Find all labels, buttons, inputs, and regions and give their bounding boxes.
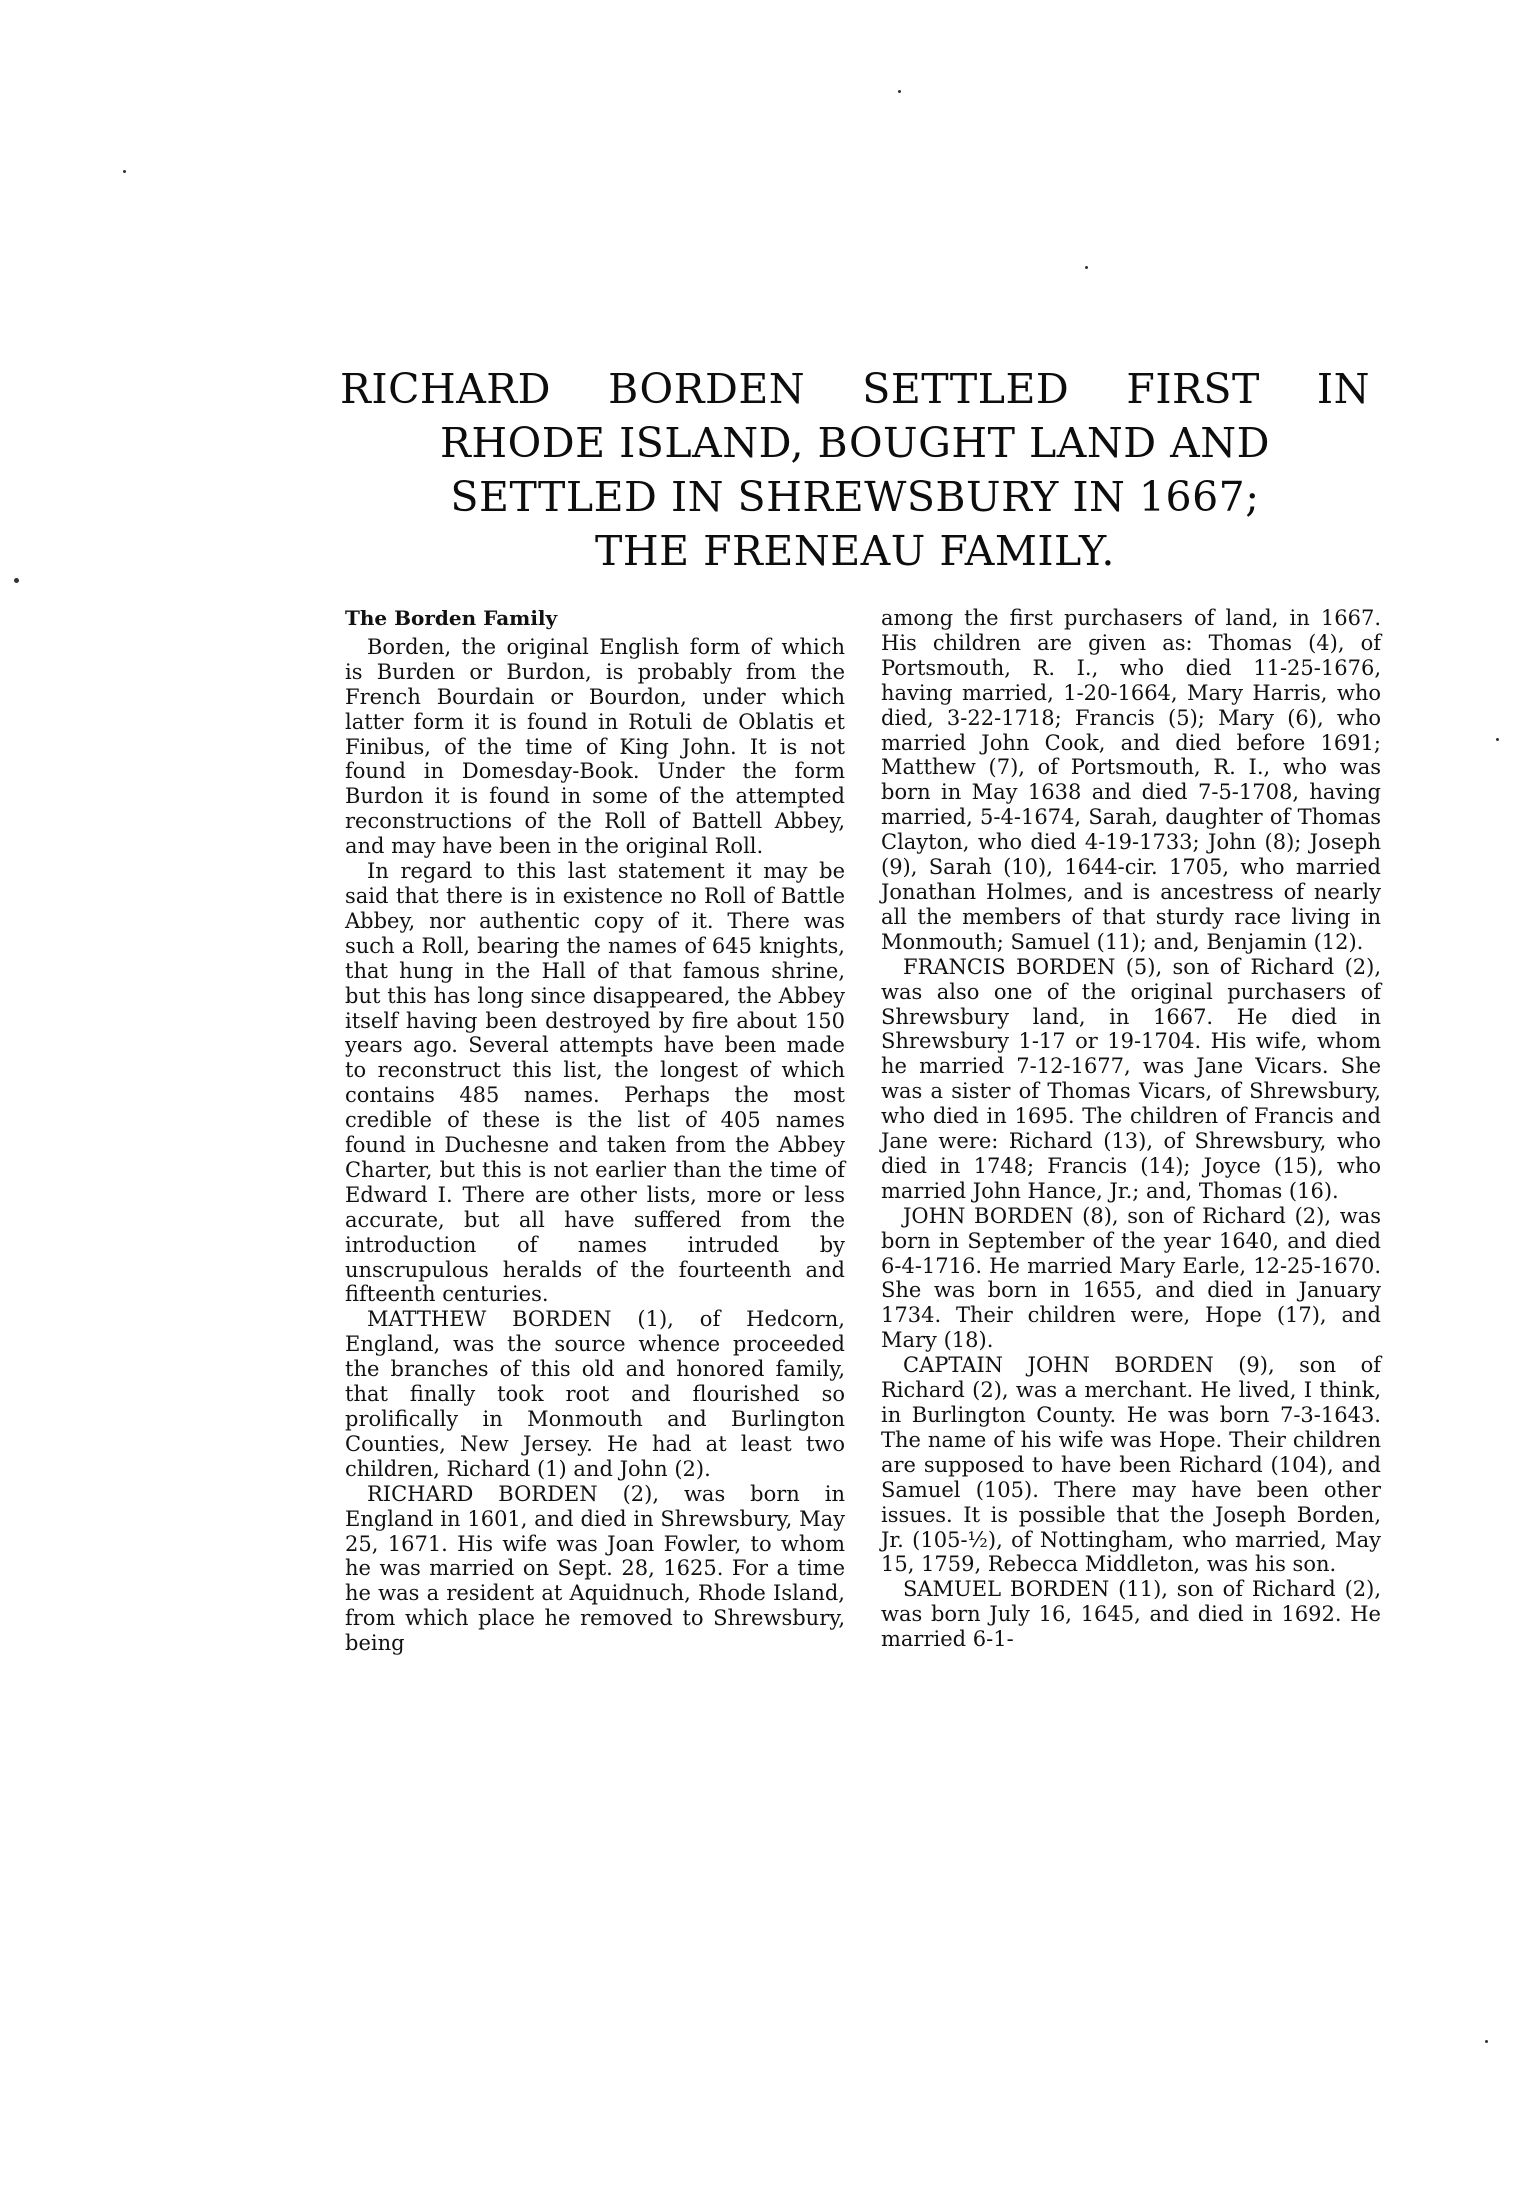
headline-line-1: RICHARD BORDEN SETTLED FIRST IN (340, 365, 1370, 413)
paragraph: FRANCIS BORDEN (5), son of Richard (2), was also one of the original purchasers of Shrewsbury land, in 1667. He died in Shrewsbury 1-17 or 19-1704. His wife, whom he married 7-12-1677, was Jane Vicars. She was a sister of Thomas Vicars, of Shrewsbury, who died in 1695. The children of Francis and Jane were: Richard (13), of Shrewsbury, who died in 1748; Francis (14); Joyce (15), who married John Hance, Jr.; and, Thomas (16). (881, 954, 1381, 1203)
headline (340, 362, 1370, 578)
scan-speck (123, 170, 126, 173)
scan-speck (898, 90, 901, 93)
paragraph: SAMUEL BORDEN (11), son of Richard (2), was born July 16, 1645, and died in 1692. He married 6-1- (881, 1577, 1381, 1652)
scan-speck (1485, 2040, 1488, 2043)
section-title: The Borden Family (345, 606, 558, 630)
headline-line-2: RHODE ISLAND, BOUGHT LAND AND (440, 419, 1270, 467)
right-column (881, 606, 1381, 1652)
scan-speck (1496, 738, 1499, 741)
scan-speck (14, 578, 19, 583)
paragraph: RICHARD BORDEN (2), was born in England in 1601, and died in Shrewsbury, May 25, 1671. His wife was Joan Fowler, to whom he was married on Sept. 28, 1625. For a time he was a resident at Aquidnuch, Rhode Island, from which place he removed to Shrewsbury, being (345, 1481, 845, 1656)
paragraph: among the first purchasers of land, in 1667. His children are given as: Thomas (4), of Portsmouth, R. I., who died 11-25-1676, having married, 1-20-1664, Mary Harris, who died, 3-22-1718; Francis (5); Mary (6), who married John Cook, and died before 1691; Matthew (7), of Portsmouth, R. I., who was born in May 1638 and died 7-5-1708, having married, 5-4-1674, Sarah, daughter of Thomas Clayton, who died 4-19-1733; John (8); Joseph (9), Sarah (10), 1644-cir. 1705, who married Jonathan Holmes, and is ancestress of nearly all the members of that sturdy race living in Monmouth; Samuel (11); and, Benjamin (12). (881, 606, 1381, 954)
scan-speck (1085, 266, 1088, 269)
headline-line-4: THE FRENEAU FAMILY. (595, 527, 1115, 575)
paragraph: JOHN BORDEN (8), son of Richard (2), was born in September of the year 1640, and died 6-4-1716. He married Mary Earle, 12-25-1670. She was born in 1655, and died in January 1734. Their children were, Hope (17), and Mary (18). (881, 1203, 1381, 1353)
paragraph: Borden, the original English form of which is Burden or Burdon, is probably from the French Bourdain or Bourdon, under which latter form it is found in Rotuli de Oblatis et Finibus, of the time of King John. It is not found in Domesday-Book. Under the form Burdon it is found in some of the attempted reconstructions of the Roll of Battell Abbey, and may have been in the original Roll. (345, 634, 845, 859)
paragraph: CAPTAIN JOHN BORDEN (9), son of Richard (2), was a merchant. He lived, I think, in Burlington County. He was born 7-3-1643. The name of his wife was Hope. Their children are supposed to have been Richard (104), and Samuel (105). There may have been other issues. It is possible that the Joseph Borden, Jr. (105-½), of Nottingham, who married, May 15, 1759, Rebecca Middleton, was his son. (881, 1353, 1381, 1577)
paragraph: In regard to this last statement it may be said that there is in existence no Roll of Battle Abbey, nor authentic copy of it. There was such a Roll, bearing the names of 645 knights, that hung in the Hall of that famous shrine, but this has long since disappeared, the Abbey itself having been destroyed by fire about 150 years ago. Several attempts have been made to reconstruct this list, the longest of which contains 485 names. Perhaps the most credible of these is the list of 405 names found in Duchesne and taken from the Abbey Charter, but this is not earlier than the time of Edward I. There are other lists, more or less accurate, but all have suffered from the introduction of names intruded by unscrupulous heralds of the fourteenth and fifteenth centuries. (345, 859, 845, 1307)
paragraph: MATTHEW BORDEN (1), of Hedcorn, England, was the source whence proceeded the branches of this old and honored family, that finally took root and flourished so prolifically in Monmouth and Burlington Counties, New Jersey. He had at least two children, Richard (1) and John (2). (345, 1307, 845, 1481)
left-column (345, 606, 845, 1656)
headline-line-3: SETTLED IN SHREWSBURY IN 1667; (450, 473, 1260, 521)
